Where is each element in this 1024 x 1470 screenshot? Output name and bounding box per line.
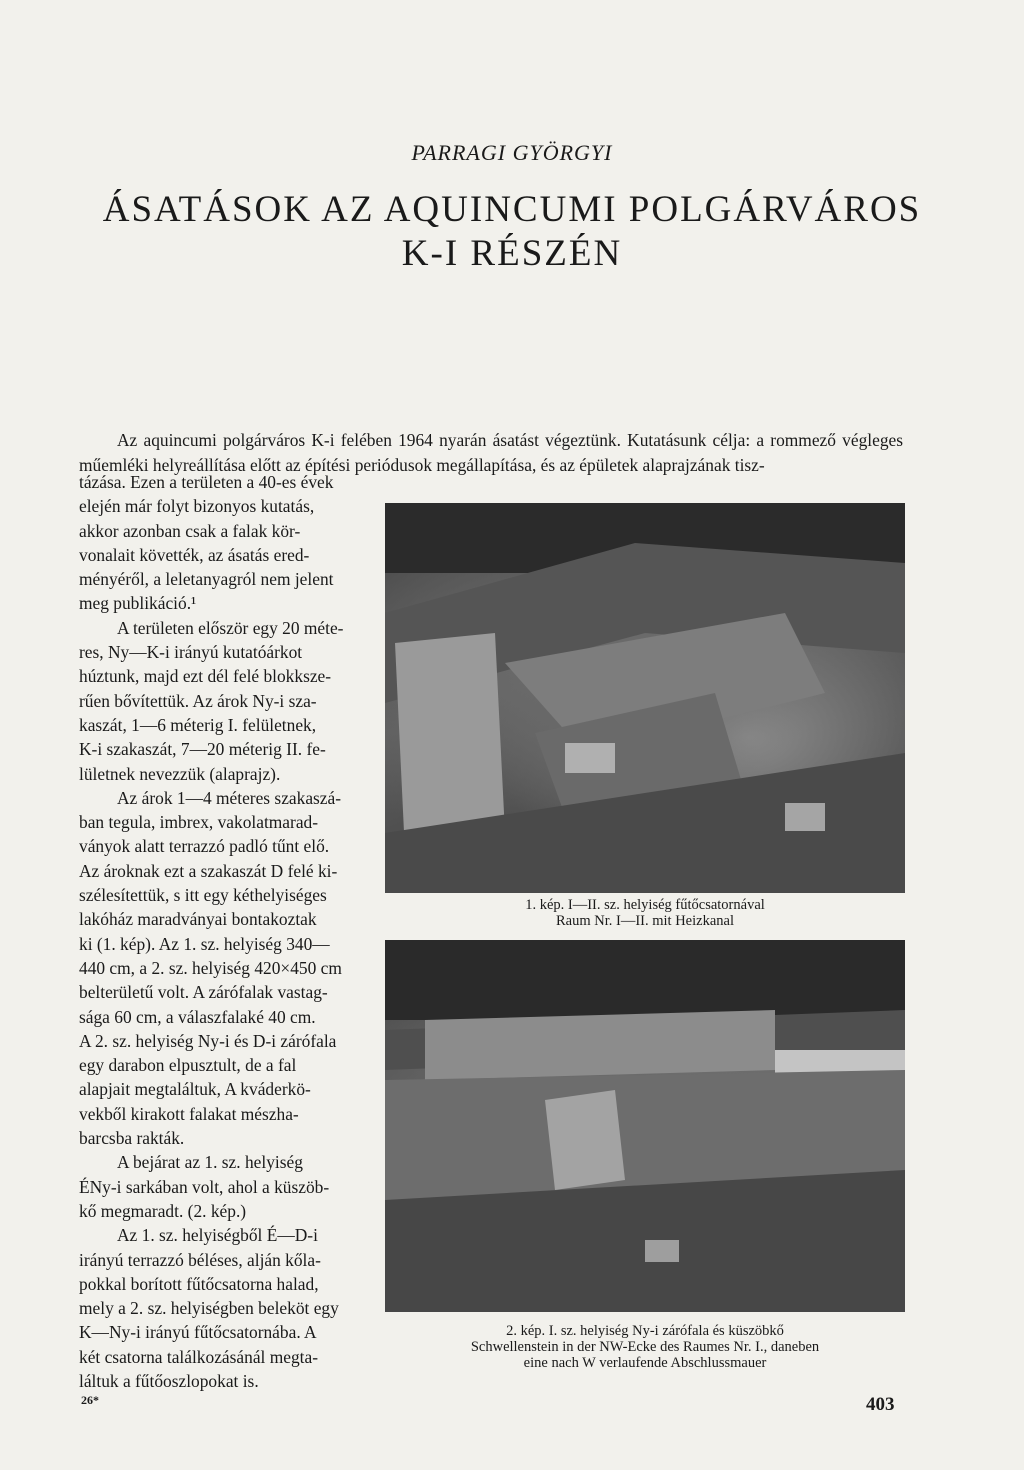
body-line-text: akkor azonban csak a falak kör-	[79, 520, 301, 541]
figure-2-caption	[385, 1323, 905, 1371]
body-line	[79, 1248, 364, 1272]
body-column	[79, 470, 364, 1393]
body-line-text: lületnek nevezzük (alaprajz).	[79, 763, 281, 784]
body-line	[79, 1199, 364, 1223]
body-line-text: belterületű volt. A zárófalak vastag-	[79, 982, 328, 1003]
title-line-1: ÁSATÁSOK AZ AQUINCUMI POLGÁRVÁROS	[102, 189, 922, 230]
body-line-text: K-i szakaszát, 7—20 méterig II. fe-	[79, 739, 326, 760]
page-number: 403	[866, 1394, 895, 1415]
body-line	[79, 737, 364, 761]
figure-1-caption	[385, 897, 905, 929]
body-line-text: mely a 2. sz. helyiségben beleköt egy	[79, 1298, 339, 1319]
body-line-text: kaszát, 1—6 méterig I. felületnek,	[79, 714, 317, 735]
body-line-text: irányú terrazzó béléses, alján kőla-	[79, 1249, 321, 1270]
body-line-text: pokkal borított fűtőcsatorna halad,	[79, 1273, 319, 1294]
body-line-text: kő megmaradt. (2. kép.)	[79, 1200, 247, 1221]
body-line-text: vekből kirakott falakat mészha-	[79, 1103, 299, 1124]
body-line	[79, 1175, 364, 1199]
body-line	[79, 1029, 364, 1053]
body-line-text: rűen bővítettük. Az árok Ny-i sza-	[79, 690, 317, 711]
body-line	[79, 810, 364, 834]
body-line	[79, 1223, 364, 1247]
body-line-text: Az árok 1—4 méteres szakaszá-	[117, 787, 342, 808]
body-line	[79, 1296, 364, 1320]
body-line	[79, 1126, 364, 1150]
intro-text: Az aquincumi polgárváros K-i felében 1964 nyarán ásatást végeztünk. Kutatásunk célja: a rommező végleges műemléki helyreállítása előtt az építési periódusok megállapítása, és az épületek alaprajzának tisz-	[79, 430, 903, 475]
body-line	[79, 859, 364, 883]
body-line	[79, 1102, 364, 1126]
body-line	[79, 640, 364, 664]
body-line-text: szélesítettük, s itt egy kéthelyiséges	[79, 885, 327, 906]
figure-2-caption-line-2: Schwellenstein in der NW-Ecke des Raumes Nr. I., daneben	[470, 1339, 820, 1355]
body-line-text: ményéről, a leletanyagról nem jelent	[79, 569, 334, 590]
body-line-text: A területen először egy 20 méte-	[117, 617, 344, 638]
body-line	[79, 907, 364, 931]
body-line	[79, 494, 364, 518]
signature-mark: 26*	[81, 1393, 99, 1407]
body-line-text: ványok alatt terrazzó padló tűnt elő.	[79, 836, 330, 857]
body-line	[79, 1150, 364, 1174]
body-line-text: lakóház maradványai bontakoztak	[79, 909, 317, 930]
body-line	[79, 689, 364, 713]
body-line-text: meg publikáció.¹	[79, 593, 197, 614]
body-line	[79, 1320, 364, 1344]
body-line	[79, 567, 364, 591]
author-name: PARRAGI GYÖRGYI	[411, 140, 613, 165]
body-line-text: egy darabon elpusztult, de a fal	[79, 1055, 297, 1076]
body-line	[79, 834, 364, 858]
figure-1-caption-line-2: Raum Nr. I—II. mit Heizkanal	[556, 913, 734, 929]
body-line-text: A bejárat az 1. sz. helyiség	[117, 1152, 303, 1173]
body-line	[79, 543, 364, 567]
figure-1-photo	[385, 503, 905, 893]
body-line	[79, 762, 364, 786]
figure-2-caption-line-1: 2. kép. I. sz. helyiség Ny-i zárófala és küszöbkő	[506, 1323, 784, 1339]
body-line-text: húztunk, majd ezt dél felé blokksze-	[79, 666, 332, 687]
body-line-text: Az 1. sz. helyiségből É—D-i	[117, 1225, 318, 1246]
title-line-2: K-I RÉSZÉN	[401, 233, 623, 274]
body-line-text: láltuk a fűtőoszlopokat is.	[79, 1370, 259, 1391]
body-line	[79, 883, 364, 907]
body-line-text: tázása. Ezen a területen a 40-es évek	[79, 472, 334, 492]
body-line-text: K—Ny-i irányú fűtőcsatornába. A	[79, 1322, 317, 1343]
body-line	[79, 1272, 364, 1296]
body-line	[79, 1005, 364, 1029]
body-line-text: sága 60 cm, a válaszfalaké 40 cm.	[79, 1006, 316, 1027]
body-line	[79, 1369, 364, 1393]
body-line-text: Az ároknak ezt a szakaszát D felé ki-	[79, 860, 338, 881]
body-line-text: barcsba rakták.	[79, 1128, 185, 1149]
figure-2-photo	[385, 940, 905, 1312]
body-line-text: ki (1. kép). Az 1. sz. helyiség 340—	[79, 933, 330, 954]
figure-1-caption-line-1: 1. kép. I—II. sz. helyiség fűtőcsatornával	[525, 897, 765, 913]
body-line	[79, 616, 364, 640]
body-line	[79, 713, 364, 737]
body-line-text: elején már folyt bizonyos kutatás,	[79, 496, 315, 517]
body-line-text: két csatorna találkozásánál megta-	[79, 1346, 319, 1367]
body-line	[79, 980, 364, 1004]
body-line-text: vonalait követték, az ásatás ered-	[79, 544, 310, 565]
body-line	[79, 591, 364, 615]
body-line-text: ÉNy-i sarkában volt, ahol a küszöb-	[79, 1176, 330, 1197]
body-line-text: ban tegula, imbrex, vakolatmarad-	[79, 812, 319, 833]
body-line	[79, 519, 364, 543]
body-line	[79, 956, 364, 980]
body-line	[79, 664, 364, 688]
body-line	[79, 1345, 364, 1369]
body-line-text: res, Ny—K-i irányú kutatóárkot	[79, 642, 303, 663]
body-line-text: alapjait megtaláltuk, A kváderkö-	[79, 1079, 311, 1100]
body-line-text: 440 cm, a 2. sz. helyiség 420×450 cm	[79, 957, 342, 978]
figure-2-caption-line-3: eine nach W verlaufende Abschlussmauer	[523, 1355, 767, 1371]
body-line	[79, 470, 364, 494]
body-line	[79, 786, 364, 810]
body-line	[79, 1077, 364, 1101]
body-line	[79, 1053, 364, 1077]
body-line	[79, 932, 364, 956]
body-line-text: A 2. sz. helyiség Ny-i és D-i zárófala	[79, 1030, 337, 1051]
article-title	[0, 188, 1024, 276]
